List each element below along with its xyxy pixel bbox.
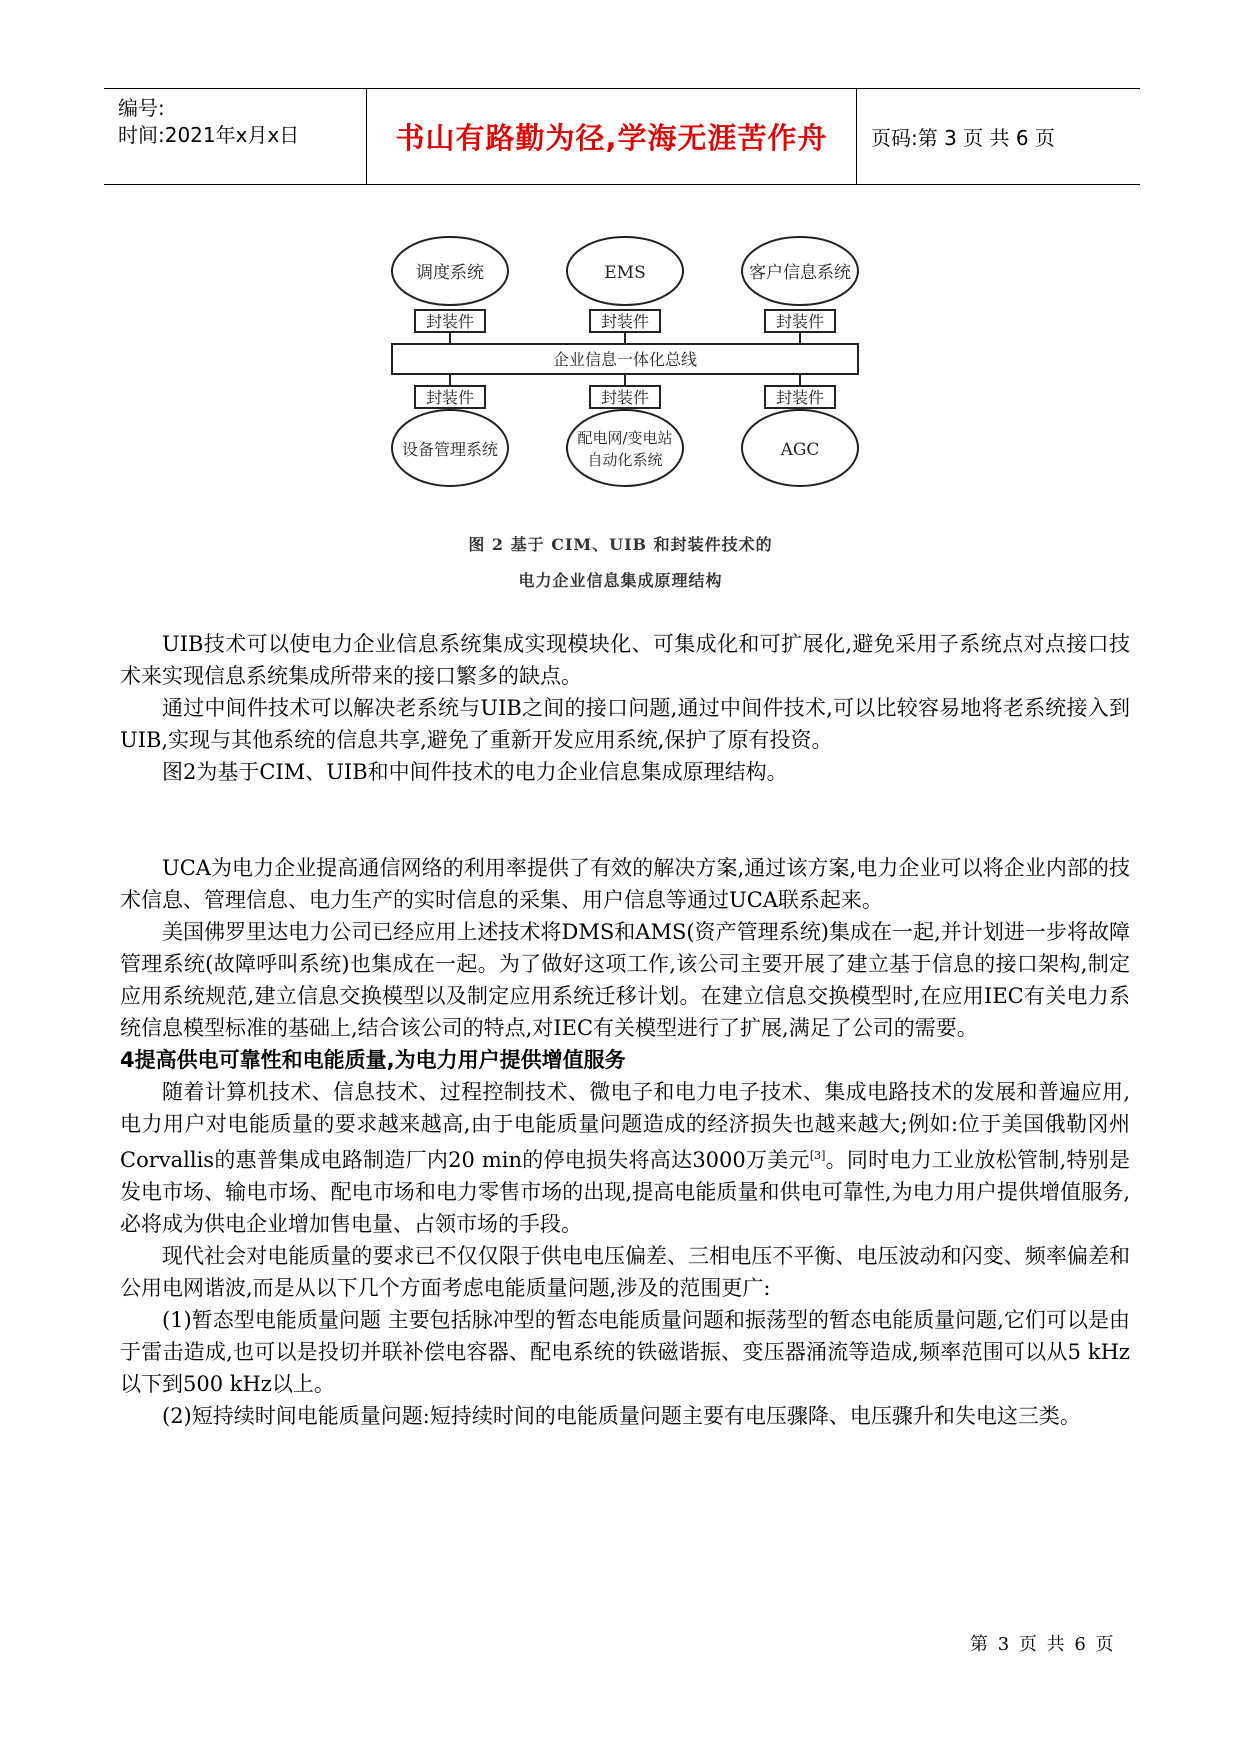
node-label-ems: EMS — [604, 263, 646, 283]
paragraph-transient: (1)暂态型电能质量问题 主要包括脉冲型的暂态电能质量问题和振荡型的暂态电能质量问题,它们可以是由于雷击造成,也可以是投切并联补偿电容器、配电系统的铁磁谐振、变压器涌流等造成,频率范围可以从5 kHz以下到500 kHz以上。 — [120, 1308, 1130, 1396]
paragraph-modern-society: 现代社会对电能质量的要求已不仅仅限于供电电压偏差、三相电压不平衡、电压波动和闪变、频率偏差和公用电网谐波,而是从以下几个方面考虑电能质量问题,涉及的范围更广: — [120, 1244, 1130, 1300]
paragraph-uca: UCA为电力企业提高通信网络的利用率提供了有效的解决方案,通过该方案,电力企业可以将企业内部的技术信息、管理信息、电力生产的实时信息的采集、用户信息等通过UCA联系起来。 — [120, 856, 1130, 912]
number-label: 编号: — [118, 96, 165, 120]
body-text — [120, 628, 1130, 1432]
time-label: 时间:2021年x月x日 — [118, 123, 300, 147]
figure-caption-line2: 电力企业信息集成原理结构 — [518, 571, 723, 590]
node-label-distribution-line2: 自动化系统 — [587, 451, 663, 469]
bus-label: 企业信息一体化总线 — [552, 350, 698, 369]
paragraph-power-quality — [120, 1076, 1130, 1240]
adapter-label-bottom-2: 封装件 — [600, 388, 650, 407]
node-distribution-automation — [567, 410, 683, 486]
adapter-label-top-1: 封装件 — [425, 312, 475, 331]
section-heading-4: 4提高供电可靠性和电能质量,为电力用户提供增值服务 — [120, 1048, 626, 1072]
paragraph-short-duration: (2)短持续时间电能质量问题:短持续时间的电能质量问题主要有电压骤降、电压骤升和失电这三类。 — [162, 1404, 1081, 1428]
paragraph-uib: UIB技术可以使电力企业信息系统集成实现模块化、可集成化和可扩展化,避免采用子系统点对点接口技术来实现信息系统集成所带来的接口繁多的缺点。 — [120, 632, 1130, 688]
paragraph-florida: 美国佛罗里达电力公司已经应用上述技术将DMS和AMS(资产管理系统)集成在一起,并计划进一步将故障管理系统(故障呼叫系统)也集成在一起。为了做好这项工作,该公司主要开展了建立基于信息的接口架构,制定应用系统规范,建立信息交换模型以及制定应用系统迁移计划。在建立信息交换模型时,在应用IEC有关电力系统信息模型标准的基础上,结合该公司的特点,对IEC有关模型进行了扩展,满足了公司的需要。 — [120, 920, 1130, 1040]
header-page-label: 页码:第 3 页 共 6 页 — [871, 126, 1055, 150]
node-label-customer: 客户信息系统 — [749, 263, 851, 283]
header-info-cell — [104, 89, 367, 184]
paragraph-figure-ref: 图2为基于CIM、UIB和中间件技术的电力企业信息集成原理结构。 — [162, 760, 788, 784]
node-label-dispatch: 调度系统 — [416, 263, 484, 283]
page-footer: 第 3 页 共 6 页 — [970, 1634, 1116, 1655]
paragraph-middleware: 通过中间件技术可以解决老系统与UIB之间的接口问题,通过中间件技术,可以比较容易地将老系统接入到UIB,实现与其他系统的信息共享,避免了重新开发应用系统,保护了原有投资。 — [120, 696, 1130, 752]
node-label-distribution-line1: 配电网/变电站 — [577, 429, 673, 447]
architecture-diagram-svg — [390, 236, 860, 506]
page-header — [104, 88, 1140, 185]
node-label-equipment: 设备管理系统 — [401, 440, 499, 459]
paragraph-power-quality-a: 随着计算机技术、信息技术、过程控制技术、微电子和电力电子技术、集成电路技术的发展和普遍应用,电力用户对电能质量的要求越来越高,由于电能质量问题造成的经济损失也越来越大;例如:位于美国俄勒冈州Corvallis的惠普集成电路制造厂内20 min的停电损失将高达3000万美元 — [120, 1080, 1130, 1172]
adapter-label-bottom-1: 封装件 — [425, 388, 475, 407]
adapter-label-bottom-3: 封装件 — [775, 388, 825, 407]
figure-caption-line1: 图 2 基于 CIM、UIB 和封装件技术的 — [468, 535, 773, 554]
adapter-label-top-2: 封装件 — [600, 312, 650, 331]
architecture-diagram — [390, 236, 860, 506]
paragraph-power-quality-b: 。同时电力工业放松管制,特别是发电市场、输电市场、配电市场和电力零售市场的出现,提高电能质量和供电可靠性,为电力用户提供增值服务,必将成为供电企业增加售电量、占领市场的手段。 — [120, 1148, 1130, 1236]
adapter-label-top-3: 封装件 — [775, 312, 825, 331]
header-motto: 书山有路勤为径,学海无涯苦作舟 — [367, 89, 857, 184]
node-label-agc: AGC — [780, 440, 820, 460]
citation-ref: [3] — [809, 1149, 826, 1162]
paragraph-gap — [120, 788, 1130, 852]
